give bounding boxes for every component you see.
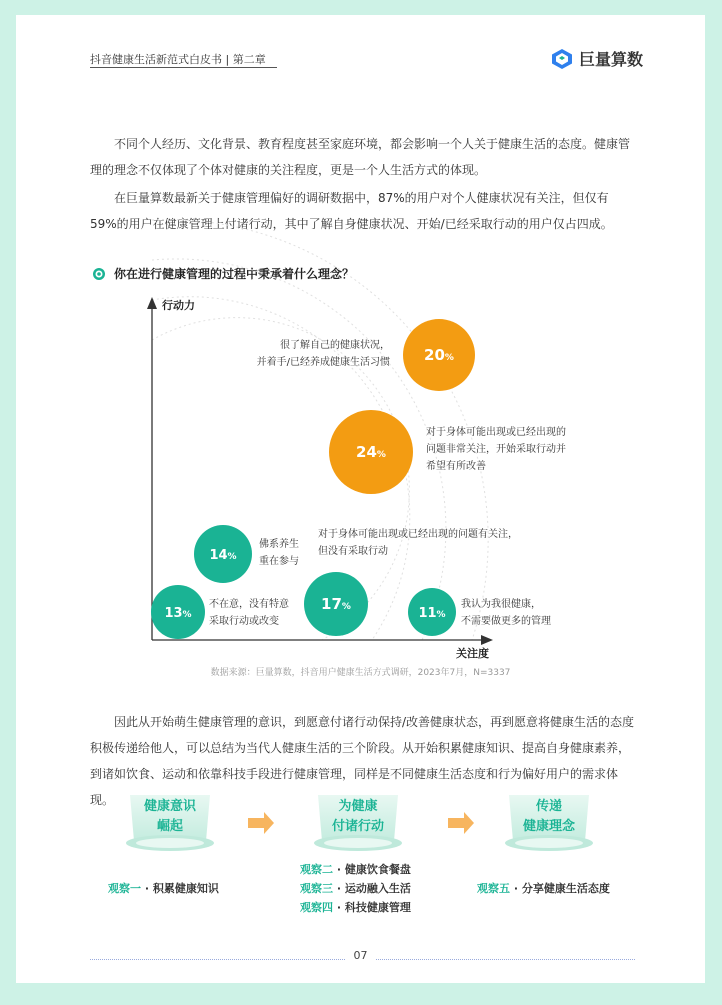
observation-4-text: 科技健康管理 (344, 901, 411, 914)
page (16, 15, 705, 983)
stage-3-line1: 传递 (535, 799, 562, 814)
stage-2-line1: 为健康 (338, 799, 378, 814)
x-axis-label: 关注度 (456, 647, 489, 660)
stage-3 (505, 797, 593, 837)
observation-3-tag: 观察三 (300, 882, 333, 895)
logo-text: 巨量算数 (579, 50, 644, 69)
bubble-label-11-2: 不需要做更多的管理 (461, 616, 551, 627)
data-source-note: 数据来源：巨量算数，抖音用户健康生活方式调研，2023年7月，N=3337 (210, 668, 511, 678)
header-title: 抖音健康生活新范式白皮书 | 第二章 (90, 53, 266, 66)
observation-1 (108, 879, 219, 898)
observation-5-sep: · (513, 882, 519, 895)
bubble-label-13-2: 采取行动或改变 (209, 616, 279, 627)
observation-4 (300, 898, 411, 917)
bubble-label-13-1: 不在意，没有特意 (209, 599, 289, 610)
observation-2-text: 健康饮食餐盘 (344, 863, 411, 876)
bubble-label-14-1: 佛系养生 (259, 539, 299, 550)
observation-4-sep: · (336, 901, 342, 914)
bubble-label-17-2: 但没有采取行动 (318, 546, 388, 557)
stage-arrow-2 (448, 812, 474, 834)
stage-arrow-1 (248, 812, 274, 834)
bubble-label-11-1: 我认为我很健康， (461, 599, 541, 610)
bubble-value-13: 13% (164, 606, 192, 621)
bubble-label-24-1: 对于身体可能出现或已经出现的 (426, 427, 566, 438)
bubble-value-20: 20% (424, 346, 454, 364)
bubble-label-24-2: 问题非常关注，开始采取行动并 (426, 444, 566, 455)
observation-3-sep: · (336, 882, 342, 895)
observation-1-text: 积累健康知识 (152, 882, 219, 895)
bubble-label-17-1: 对于身体可能出现或已经出现的问题有关注， (318, 529, 518, 540)
bubble-value-24: 24% (356, 443, 386, 461)
stage-1-line1: 健康意识 (143, 799, 196, 814)
stage-2-line2: 付诸行动 (331, 819, 384, 834)
paragraph-1: 不同个人经历、文化背景、教育程度甚至家庭环境，都会影响一个人关于健康生活的态度。健康管理的理念不仅体现了个体对健康的关注程度，更是一个人生活方式的体现。 (90, 137, 631, 177)
bubble-value-17: 17% (321, 595, 351, 613)
bubble-label-20-1: 很了解自己的健康状况， (280, 340, 390, 351)
observation-2-sep: · (336, 863, 342, 876)
section-title: 你在进行健康管理的过程中秉承着什么理念？ (114, 267, 355, 281)
stage-1-line2: 崛起 (156, 819, 183, 834)
observation-group-2 (300, 860, 411, 917)
bubble-value-11: 11% (418, 606, 446, 621)
observation-1-tag: 观察一 (108, 882, 141, 895)
stage-3-line2: 健康理念 (522, 819, 575, 834)
bubble-label-24-3: 希望有所改善 (426, 461, 486, 472)
paragraph-3: 因此从开始萌生健康管理的意识，到愿意付诸行动保持/改善健康状态，再到愿意将健康生活的态度积极传递给他人，可以总结为当代人健康生活的三个阶段。从开始积累健康知识、提高自身健康素养，到诸如饮食、运动和依靠科技手段进行健康管理，同样是不同健康生活态度和行为偏好用户的需求体现。 (90, 715, 635, 807)
observation-4-tag: 观察四 (300, 901, 333, 914)
observation-3-text: 运动融入生活 (344, 882, 411, 895)
observation-5-text: 分享健康生活态度 (521, 882, 610, 895)
observation-5-tag: 观察五 (477, 882, 510, 895)
observation-2-tag: 观察二 (300, 863, 333, 876)
observation-2 (300, 860, 411, 879)
observation-5 (477, 879, 610, 898)
stage-1 (126, 797, 214, 837)
bubble-label-20-2: 并着手/已经养成健康生活习惯 (256, 357, 390, 368)
bubble-value-14: 14% (209, 548, 237, 563)
stage-pedestals (16, 15, 705, 915)
bubble-label-14-2: 重在参与 (259, 556, 299, 567)
stage-2 (314, 797, 402, 837)
observation-1-sep: · (144, 882, 150, 895)
page-number: 07 (16, 949, 705, 962)
paragraph-2: 在巨量算数最新关于健康管理偏好的调研数据中，87%的用户对个人健康状况有关注，但仅有59%的用户在健康管理上付诸行动，其中了解自身健康状况、开始/已经采取行动的用户仅占四成。 (90, 191, 613, 231)
observation-3 (300, 879, 411, 898)
y-axis-label: 行动力 (162, 299, 195, 312)
